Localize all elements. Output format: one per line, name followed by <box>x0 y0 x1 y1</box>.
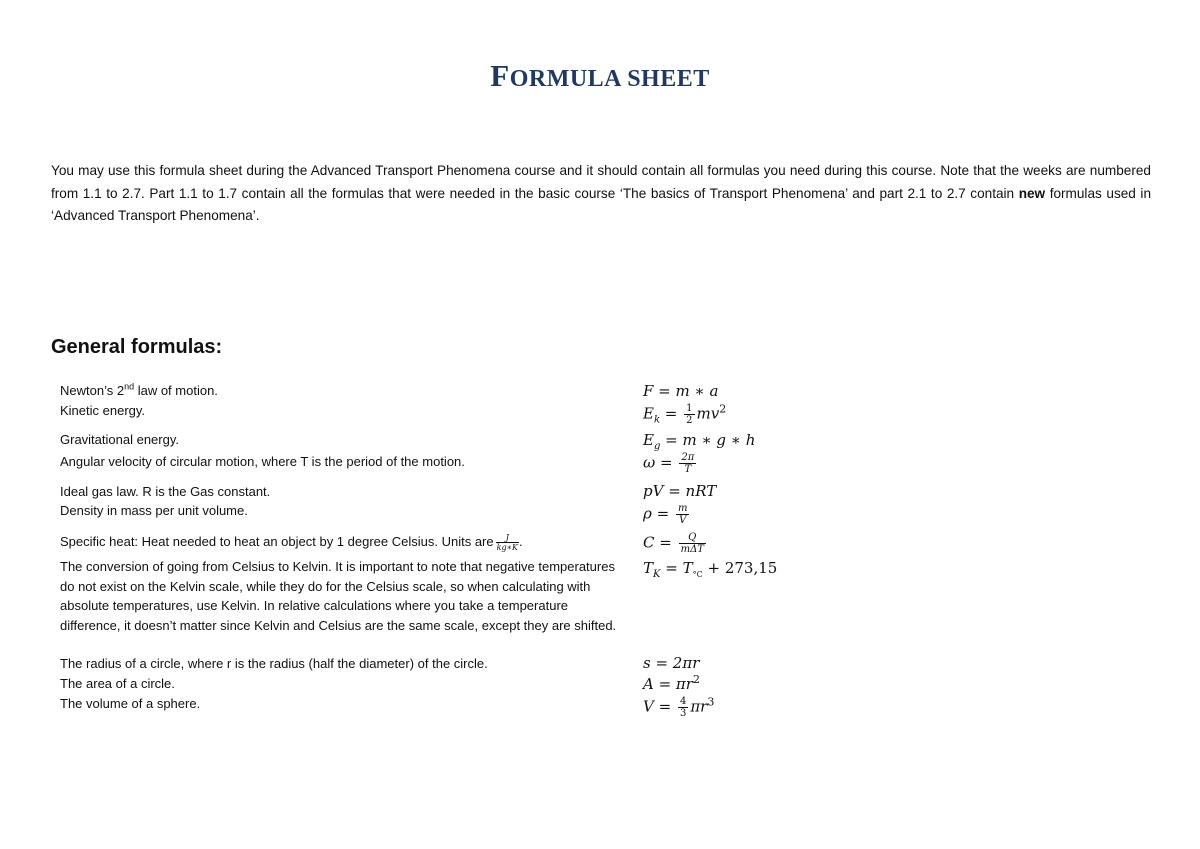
gravitational-formula <box>643 431 755 450</box>
unit-end: . <box>519 534 523 549</box>
density-description: Density in mass per unit volume. <box>60 503 248 518</box>
newton-desc-sup: nd <box>124 381 135 392</box>
density-num: m <box>677 503 688 514</box>
density-den: V <box>676 514 689 526</box>
kinetic-den: 2 <box>686 415 693 426</box>
circumference-formula-text: s = 2πr <box>643 654 700 672</box>
specific-heat-formula <box>643 532 708 555</box>
gravitational-description: Gravitational energy. <box>60 432 179 447</box>
kinetic-formula <box>643 403 726 426</box>
area-description: The area of a circle. <box>60 676 175 691</box>
page-title <box>0 58 1200 94</box>
heat-num: Q <box>688 532 697 543</box>
kinetic-sub: k <box>653 414 661 426</box>
kelvin-sub: K <box>653 569 661 580</box>
intro-text-2: formulas used in ‘Advanced Transport Phenomena’. <box>51 185 1152 223</box>
unit-num: J <box>505 533 509 543</box>
angular-description: Angular velocity of circular motion, where T is the period of the motion. <box>60 454 465 469</box>
gas-description: Ideal gas law. R is the Gas constant. <box>60 484 271 499</box>
volume-lhs: V = <box>643 697 676 716</box>
volume-num: 4 <box>679 696 687 707</box>
angular-formula <box>643 452 698 475</box>
kinetic-eq: = <box>660 404 683 423</box>
volume-rhs: πr <box>690 697 708 716</box>
grav-lhs: E <box>643 431 654 449</box>
volume-formula <box>643 696 714 719</box>
angular-fraction <box>679 452 696 475</box>
circumference-description: The radius of a circle, where r is the radius (half the diameter) of the circle. <box>60 656 488 671</box>
kelvin-rhs: + 273,15 <box>702 559 778 577</box>
grav-rhs: = m ∗ g ∗ h <box>660 431 756 449</box>
kelvin-sub2: °C <box>692 570 703 579</box>
gas-formula <box>643 482 716 501</box>
density-formula <box>643 503 691 526</box>
volume-pow: 3 <box>707 695 715 709</box>
newton-formula <box>643 382 718 401</box>
heat-den: mΔT <box>680 544 704 555</box>
newton-description <box>60 381 620 401</box>
heat-lhs: C = <box>643 533 677 552</box>
area-formula <box>643 675 700 694</box>
angular-lhs: ω = <box>643 453 678 472</box>
area-lhs: A = πr <box>643 675 693 693</box>
kinetic-num: 1 <box>686 403 693 414</box>
intro-paragraph <box>51 160 1151 228</box>
kelvin-lhs: T <box>643 559 654 577</box>
density-lhs: ρ = <box>643 504 674 523</box>
gas-formula-text: pV = nRT <box>643 482 717 500</box>
kinetic-fraction <box>684 403 694 426</box>
unit-fraction <box>496 533 519 552</box>
kinetic-rhs: mv <box>696 404 720 423</box>
newton-desc-text-end: law of motion. <box>134 383 218 398</box>
angular-num: 2π <box>681 452 695 463</box>
heat-fraction <box>679 532 706 555</box>
volume-fraction <box>678 696 688 719</box>
kelvin-description: The conversion of going from Celsius to Kelvin. It is important to note that negative temperatures do not exist on the Kelvin scale, while they do for the Celsius scale, so when calculating with absolute temperatures, use Kelvin. In relative calculations where you take a temperature difference, it doesn’t matter since Kelvin and Celsius are the same scale, except they are shifted. <box>60 559 617 633</box>
kelvin-formula <box>643 559 777 578</box>
kinetic-pow: 2 <box>719 402 727 416</box>
circumference-formula <box>643 654 699 673</box>
kinetic-description: Kinetic energy. <box>60 403 146 418</box>
specific-heat-text: Specific heat: Heat needed to heat an object by 1 degree Celsius. Units are <box>60 534 494 549</box>
unit-den: kg∗K <box>496 543 518 553</box>
specific-heat-description <box>60 532 620 552</box>
kinetic-lhs: E <box>643 404 654 423</box>
angular-den: T <box>679 463 696 475</box>
grav-sub: g <box>653 441 661 452</box>
volume-den: 3 <box>679 708 687 719</box>
intro-bold-word: new <box>1018 185 1046 201</box>
title-rest: ORMULA SHEET <box>509 66 710 92</box>
title-initial: F <box>490 58 510 93</box>
area-pow: 2 <box>692 673 700 686</box>
newton-formula-text: F = m ∗ a <box>643 382 719 400</box>
volume-description: The volume of a sphere. <box>60 696 201 711</box>
kelvin-mid: = T <box>660 559 693 577</box>
section-title: General formulas: <box>51 336 223 358</box>
density-fraction <box>676 503 689 526</box>
newton-desc-text: Newton’s 2 <box>60 383 125 398</box>
intro-text-1: You may use this formula sheet during the Advanced Transport Phenomena course and it should contain all formulas you need during this course. Note that the weeks are numbered from 1.1 to 2.7. Part 1.1 to 1.7 contain all the formulas that were needed in the basic course ‘The basics of Transport Phenomena’ and part 2.1 to 2.7 contain <box>51 163 1151 201</box>
